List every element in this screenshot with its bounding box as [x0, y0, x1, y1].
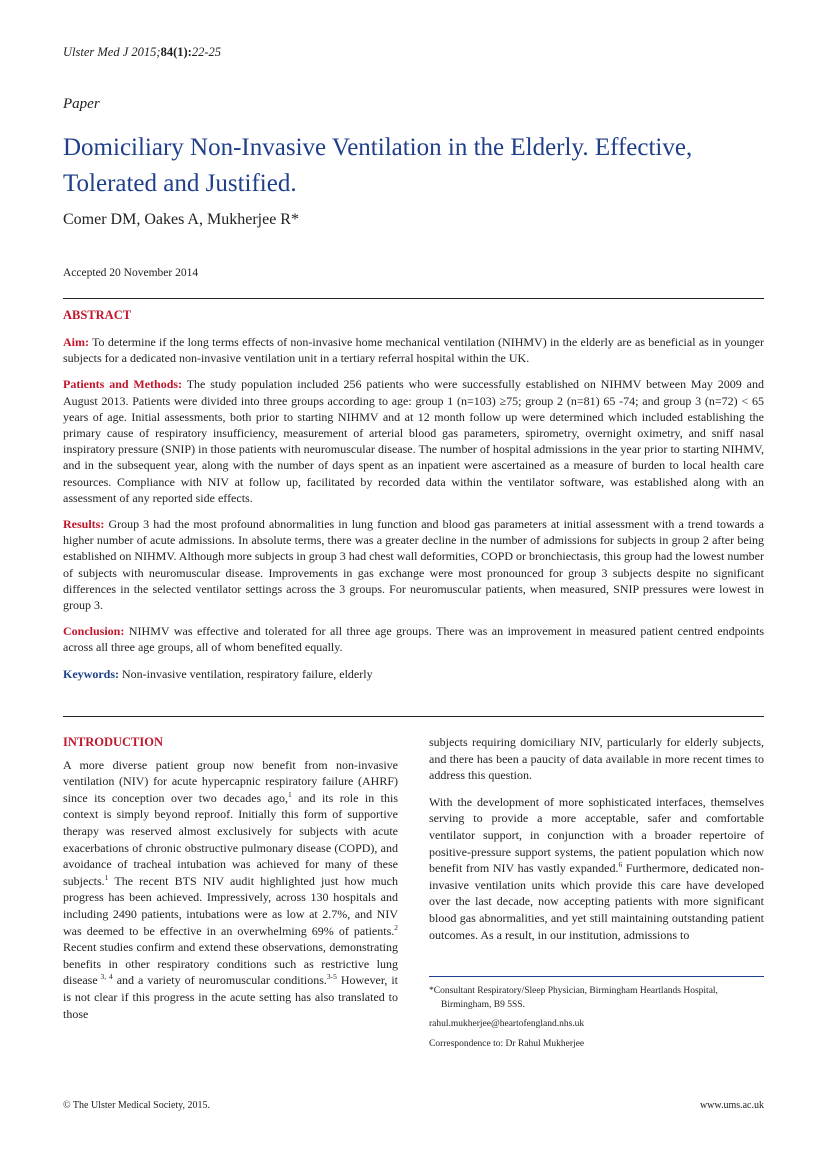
footer-copyright: © The Ulster Medical Society, 2015.: [63, 1100, 211, 1111]
methods-text: The study population included 256 patients who were successfully established on NIHMV between May 2009 and August 2013. Patients were divided into three groups according to age: group 1 (n=103) ≥75; group 2 (n=81) 65 -74; and group 3 (n=72) < 65 years of age. Initial assessments, both prior to starting NIHMV and at 12 month follow up were determined which included establishing the primary cause of respiratory insufficiency, measurement of arterial blood gas parameters, spirometry, overnight oximetry, and sniff nasal inspiratory pressure (SNIP) in those patients with neuromuscular disease. The number of hospital admissions in the year prior to starting NIHMV, and in the subsequent year, along with the number of days spent as an inpatient were ascertained as a measure of burden to local health care resources. Compliance with NIV at follow up, facilitated by recorded data within the ventilator software, was established along with an assessment of any reported side effects.: [63, 377, 764, 505]
abstract-results: [63, 516, 764, 613]
citation: 1: [287, 789, 292, 799]
results-text: Group 3 had the most profound abnormalities in lung function and blood gas parameters at initial assessment with a trend towards a higher number of acute admissions. In absolute terms, there was a greater decline in the number of admissions for subjects in group 2 after being established on NIHMV. Although more subjects in group 3 had chest wall deformities, COPD or bronchiectasis, this group had the lowest number of subjects with neuromuscular disease. Improvements in gas exchange were most pronounced for group 3 subjects despite no significant differences in the selected ventilator settings across the 3 groups. For neuromuscular patients, when measured, SNIP pressures were lowest in group 3.: [63, 517, 765, 613]
footer-website: www.ums.ac.uk: [699, 1100, 764, 1111]
article-title: Domiciliary Non-Invasive Ventilation in the Elderly. Effective, Tolerated and Justified.: [63, 134, 693, 197]
abstract-top-rule: [63, 298, 764, 299]
intro-paragraph-1: [63, 757, 398, 1023]
affiliation-block: [429, 985, 764, 1057]
affiliation-line-1: *Consultant Respiratory/Sleep Physician, Birmingham Heartlands Hospital,: [429, 986, 718, 996]
aim-label: Aim:: [63, 335, 89, 349]
keywords: [63, 666, 764, 682]
right-column: [429, 734, 764, 953]
affiliation-line-2: Birmingham, B9 5SS.: [441, 999, 525, 1010]
running-head: [63, 45, 221, 60]
intro-p1-text-d: Recent studies confirm and extend these observations, demonstrating benefits in other respiratory conditions such as restrictive lung disease: [63, 940, 398, 988]
journal-year: 2015;: [131, 45, 161, 59]
abstract-body: [63, 334, 764, 692]
methods-label: Patients and Methods:: [63, 377, 183, 392]
citation: 3-5: [326, 972, 337, 982]
page-range: 22-25: [191, 45, 221, 59]
intro-paragraph-2: subjects requiring domiciliary NIV, particularly for elderly subjects, and there has been a paucity of data available in more recent times to address this question.: [429, 735, 764, 783]
aim-text: To determine if the long terms effects of non-invasive home mechanical ventilation (NIHMV) in the elderly are as beneficial as in younger subjects for a dedicated non-invasive ventilation unit in a tertiary referral hospital within the UK.: [63, 335, 765, 366]
intro-paragraph-3: [429, 794, 764, 943]
abstract-aim: [63, 334, 764, 366]
citation: 2: [394, 922, 398, 932]
citation: 1: [104, 872, 109, 882]
citation: 6: [618, 860, 623, 870]
abstract-conclusion: [63, 623, 764, 655]
intro-p1-text-b: and its role in this context is simply beyond reproof. Initially this form of supportive therapy was reserved almost exclusively for subjects with acute exacerbations of chronic obstructive pulmonary disease (COPD), and avoidance of tracheal intubation was achieved for many of these subjects.: [63, 790, 398, 888]
intro-p1-text-e: and a variety of neuromuscular conditions.: [112, 973, 327, 988]
keywords-text: Non-invasive ventilation, respiratory failure, elderly: [122, 666, 373, 681]
abstract-bottom-rule: [63, 716, 764, 717]
intro-p3-text-a: With the development of more sophisticated interfaces, themselves serving to provide a more acceptable, safer and comfortable ventilator support, in conjunction with a broader repertoire of positive-pressure support systems, the patient population which now benefit from NIV has vastly expanded.: [429, 794, 764, 876]
article-type: Paper: [63, 96, 100, 112]
accepted-date: Accepted 20 November 2014: [63, 267, 199, 279]
abstract-heading: ABSTRACT: [63, 308, 132, 322]
keywords-label: Keywords:: [63, 666, 119, 681]
conclusion-label: Conclusion:: [63, 624, 125, 639]
results-label: Results:: [63, 517, 105, 532]
volume-issue: 84(1):: [160, 45, 192, 59]
intro-p3-text-b: Furthermore, dedicated non-invasive ventilation units which provide this care have developed over the last decade, now accepting patients with more significant blood gas abnormalities, and yet still maintaining outstanding patient outcomes. As a result, in our institution, admissions to: [429, 861, 764, 942]
abstract-methods: [63, 376, 764, 506]
left-column: [63, 734, 398, 1032]
correspondence: Correspondence to: Dr Rahul Mukherjee: [429, 1038, 585, 1049]
intro-p1-text-a: A more diverse patient group now benefit from non-invasive ventilation (NIV) for acute hypercapnic respiratory failure (AHRF) since its conception over two decades ago,: [63, 757, 398, 805]
authors: Comer DM, Oakes A, Mukherjee R*: [63, 211, 299, 228]
journal-name: Ulster Med J: [63, 45, 129, 59]
affiliation-email: rahul.mukherjee@heartofengland.nhs.uk: [429, 1019, 585, 1029]
affiliation-rule: [429, 976, 764, 977]
conclusion-text: NIHMV was effective and tolerated for all three age groups. There was an improvement in measured patient centred endpoints across all three age groups, all of whom benefited equally.: [63, 624, 765, 655]
introduction-heading: INTRODUCTION: [63, 735, 164, 749]
affiliation-address: [429, 985, 764, 1012]
intro-p1-text-c: The recent BTS NIV audit highlighted just how much progress has been achieved. Impressively, across 130 hospitals and including 2490 patients, intubations were as low at 2.7%, and NIV was deemed to be effective in an overwhelming 69% of patients.: [63, 873, 398, 938]
intro-p1-text-f: However, it is not clear if this progress in the acute setting has also translated to those: [63, 973, 398, 1021]
citation: 3, 4: [97, 972, 113, 982]
